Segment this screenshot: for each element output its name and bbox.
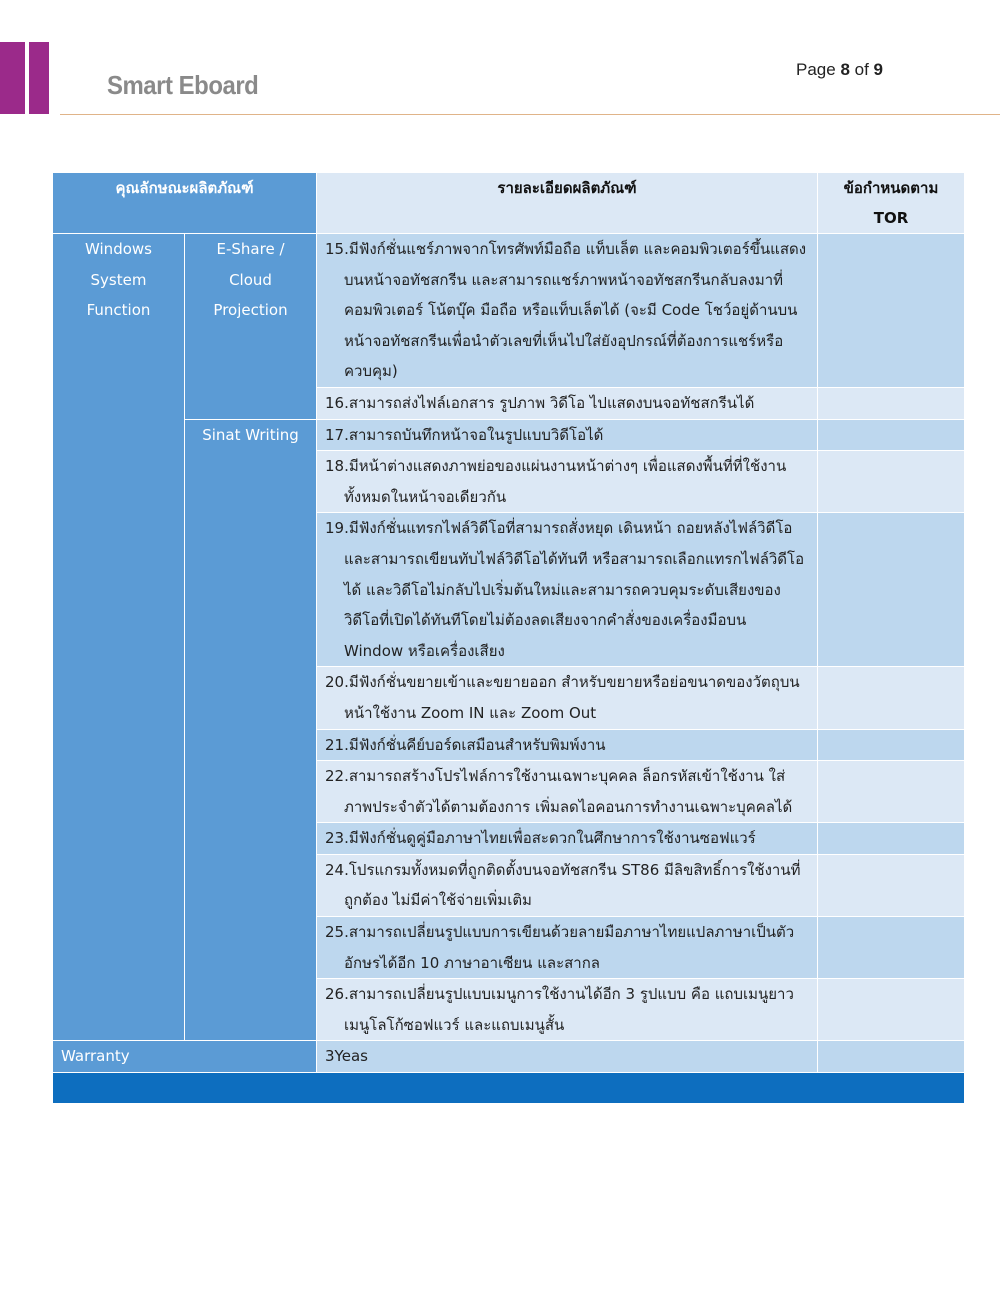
- header-detail: รายละเอียดผลิตภัณฑ์: [317, 173, 818, 234]
- detail-cell: [317, 419, 818, 451]
- page-current: 8: [840, 60, 850, 79]
- warranty-label: Warranty: [53, 1041, 317, 1073]
- detail-text: 22.สามารถสร้างโปรไฟล์การใช้งานเฉพาะบุคคล ล็อกรหัสเข้าใช้งาน ใส่ภาพประจำตัวได้ตามต้องการ เพิ่มลดไอคอนการทำงานเฉพาะบุคคลได้: [325, 767, 793, 816]
- detail-cell: [317, 854, 818, 916]
- tor-cell: [818, 387, 965, 419]
- page-total: 9: [873, 60, 883, 79]
- detail-text: 15.มีฟังก์ชั่นแชร์ภาพจากโทรศัพท์มือถือ แท็บเล็ต และคอมพิวเตอร์ขึ้นแสดงบนหน้าจอทัชสกรีน และสามารถแชร์ภาพหน้าจอทัชสกรีนกลับลงมาที่คอมพิวเตอร์ โน้ตบุ๊ค มือถือ หรือแท็บเล็ตได้ (จะมี Code โชว์อยู่ด้านบนหน้าจอทัชสกรีนเพื่อนำตัวเลขที่เห็นไปใส่ยังอุปกรณ์ที่ต้องการแชร์หรือควบคุม): [325, 240, 807, 381]
- tor-cell: [818, 451, 965, 513]
- detail-cell: [317, 667, 818, 729]
- detail-text: 23.มีฟังก์ชั่นดูคู่มือภาษาไทยเพื่อสะดวกในศึกษาการใช้งานซอฟแวร์: [325, 829, 756, 848]
- detail-text: 16.สามารถส่งไฟล์เอกสาร รูปภาพ วิดีโอ ไปแสดงบนจอทัชสกรีนได้: [325, 393, 755, 412]
- detail-text: 19.มีฟังก์ชั่นแทรกไฟล์วิดีโอที่สามารถสั่งหยุด เดินหน้า ถอยหลังไฟล์วิดีโอและสามารถเขียนทับไฟล์วิดีโอได้ทันที หรือสามารถเลือกแทรกไฟล์วิดีโอได้ และวิดีโอไม่กลับไปเริ่มต้นใหม่และสามารถควบคุมระดับเสียงของวิดีโอที่เปิดได้ทันทีโดยไม่ต้องลดเสียงจากคำสั่งของเครื่องมือบน Window หรือเครื่องเสียง: [325, 519, 805, 660]
- header-rule: [60, 114, 1000, 115]
- page-number: [796, 60, 883, 80]
- detail-cell: [317, 761, 818, 823]
- page-prefix: Page: [796, 60, 841, 79]
- accent-bar-left: [0, 42, 25, 114]
- page-of: of: [849, 60, 874, 79]
- detail-text: 25.สามารถเปลี่ยนรูปแบบการเขียนด้วยลายมือภาษาไทยแปลภาษาเป็นตัวอักษรได้อีก 10 ภาษาอาเซียน และสากล: [325, 923, 795, 972]
- group-cell-writing: Sinat Writing: [185, 419, 317, 1041]
- table-row: [53, 234, 965, 388]
- warranty-value: 3Yeas: [317, 1041, 818, 1073]
- detail-cell: [317, 917, 818, 979]
- tor-cell: [818, 419, 965, 451]
- brand-title: Smart Eboard: [107, 70, 259, 100]
- category-cell: Windows System Function: [53, 234, 185, 1041]
- detail-text: 18.มีหน้าต่างแสดงภาพย่อของแผ่นงานหน้าต่างๆ เพื่อแสดงพื้นที่ที่ใช้งานทั้งหมดในหน้าจอเดียวกัน: [325, 457, 787, 506]
- warranty-row: [53, 1041, 965, 1073]
- tor-cell: [818, 513, 965, 667]
- spec-table: [52, 172, 965, 1104]
- detail-text: 24.โปรแกรมทั้งหมดที่ถูกติดตั้งบนจอทัชสกรีน ST86 มีลิขสิทธิ์การใช้งานที่ถูกต้อง ไม่มีค่าใช้จ่ายเพิ่มเติม: [325, 860, 801, 910]
- detail-text: 17.สามารถบันทึกหน้าจอในรูปแบบวิดีโอได้: [325, 425, 604, 444]
- tor-cell: [818, 854, 965, 916]
- table-footer-bar: [53, 1073, 965, 1104]
- detail-cell: [317, 823, 818, 855]
- detail-text: 21.มีฟังก์ชั่นคีย์บอร์ดเสมือนสำหรับพิมพ์งาน: [325, 735, 606, 754]
- tor-cell: [818, 729, 965, 761]
- accent-bar-right: [29, 42, 49, 114]
- detail-cell: [317, 451, 818, 513]
- detail-cell: [317, 979, 818, 1041]
- tor-cell: [818, 823, 965, 855]
- header-feature: คุณลักษณะผลิตภัณฑ์: [53, 173, 317, 234]
- footer-bar-cell: [53, 1073, 965, 1104]
- table-row: [53, 419, 965, 451]
- detail-cell: [317, 387, 818, 419]
- detail-text: 26.สามารถเปลี่ยนรูปแบบเมนูการใช้งานได้อีก 3 รูปแบบ คือ แถบเมนูยาว เมนูโลโก้ซอฟแวร์ และแถบเมนูสั้น: [325, 985, 794, 1034]
- detail-cell: [317, 729, 818, 761]
- header-tor: ข้อกำหนดตาม TOR: [818, 173, 965, 234]
- detail-cell: [317, 234, 818, 388]
- table-header-row: [53, 173, 965, 234]
- tor-cell: [818, 1041, 965, 1073]
- group-cell-eshare: E-Share / Cloud Projection: [185, 234, 317, 420]
- detail-text: 20.มีฟังก์ชั่นขยายเข้าและขยายออก สำหรับขยายหรือย่อขนาดของวัตถุบนหน้าใช้งาน Zoom IN และ Zoom Out: [325, 673, 800, 722]
- tor-cell: [818, 917, 965, 979]
- tor-cell: [818, 761, 965, 823]
- tor-cell: [818, 667, 965, 729]
- detail-cell: [317, 513, 818, 667]
- tor-cell: [818, 979, 965, 1041]
- tor-cell: [818, 234, 965, 388]
